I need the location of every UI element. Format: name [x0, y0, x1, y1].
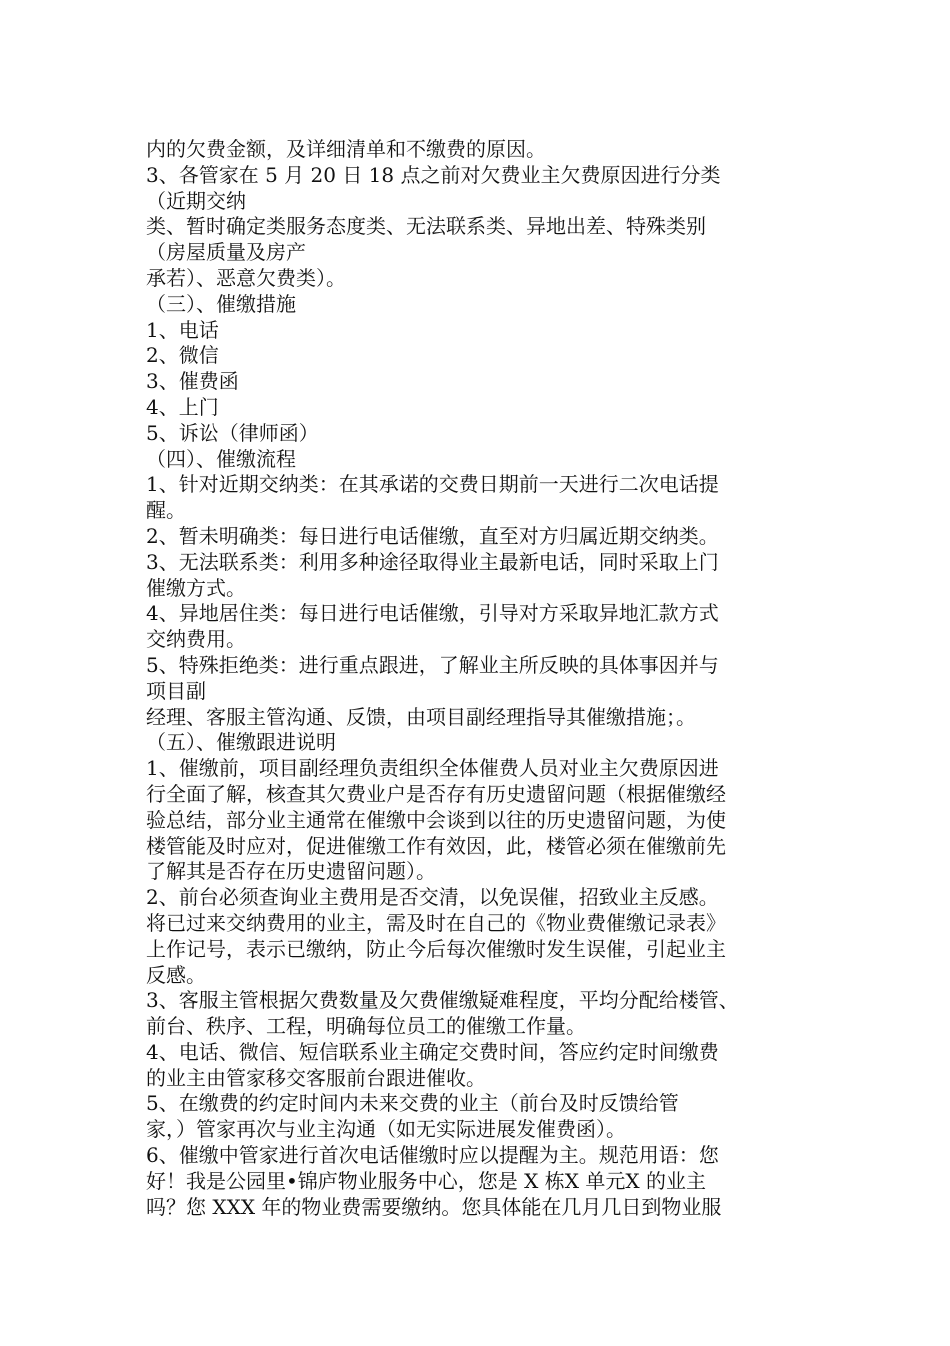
text-line: 6、催缴中管家进行首次电话催缴时应以提醒为主。规范用语：您: [146, 1143, 719, 1168]
text-line: 了解其是否存在历史遗留问题）。: [146, 859, 436, 884]
text-line: 醒。: [146, 498, 186, 523]
text-line: （三）、催缴措施: [146, 291, 296, 316]
text-line: 内的欠费金额，及详细清单和不缴费的原因。: [146, 137, 546, 161]
text-line: 1、催缴前，项目副经理负责组织全体催费人员对业主欠费原因进: [146, 756, 719, 781]
text-line: 楼管能及时应对，促进催缴工作有效因，此，楼管必须在催缴前先: [146, 833, 726, 858]
text-line: 类、暂时确定类服务态度类、无法联系类、异地出差、特殊类别: [146, 214, 706, 239]
text-line: 吗？您 XXX 年的物业费需要缴纳。您具体能在几月几日到物业服: [146, 1194, 722, 1219]
text-line: 行全面了解，核查其欠费业户是否存有历史遗留问题（根据催缴经: [146, 781, 726, 806]
text-line: 经理、客服主管沟通、反馈，由项目副经理指导其催缴措施；。: [146, 704, 696, 729]
text-line: 好！我是公园里•锦庐物业服务中心，您是 X 栋X 单元X 的业主: [146, 1168, 706, 1193]
text-line: 验总结，部分业主通常在催缴中会谈到以往的历史遗留问题，为使: [146, 807, 726, 832]
text-line: 1、电话: [146, 317, 219, 342]
text-line: 交纳费用。: [146, 627, 246, 652]
text-line: 5、诉讼（律师函）: [146, 420, 319, 445]
text-line: 5、特殊拒绝类：进行重点跟进，了解业主所反映的具体事因并与: [146, 652, 719, 677]
text-line: 3、催费函: [146, 369, 239, 394]
text-line: 1、针对近期交纳类：在其承诺的交费日期前一天进行二次电话提: [146, 472, 719, 497]
text-line: （五）、催缴跟进说明: [146, 730, 336, 755]
text-line: 2、暂未明确类：每日进行电话催缴，直至对方归属近期交纳类。: [146, 523, 719, 548]
text-line: 项目副: [146, 678, 206, 703]
text-line: 4、电话、微信、短信联系业主确定交费时间，答应约定时间缴费: [146, 1039, 719, 1064]
text-line: 承若）、恶意欠费类）。: [146, 265, 346, 290]
text-line: 将已过来交纳费用的业主，需及时在自己的《物业费催缴记录表》: [146, 910, 726, 935]
text-line: 3、无法联系类：利用多种途径取得业主最新电话，同时采取上门: [146, 549, 719, 574]
text-line: 5、在缴费的约定时间内未来交费的业主（前台及时反馈给管: [146, 1091, 679, 1116]
text-line: 4、上门: [146, 394, 219, 419]
text-line: 前台、秩序、工程，明确每位员工的催缴工作量。: [146, 1014, 586, 1039]
text-line: （近期交纳: [146, 188, 246, 213]
text-line: （房屋质量及房产: [146, 240, 306, 265]
text-line: 的业主由管家移交客服前台跟进催收。: [146, 1065, 486, 1090]
document-body: [146, 137, 806, 1220]
text-line: 反感。: [146, 962, 206, 987]
text-line: 家，）管家再次与业主沟通（如无实际进展发催费函）。: [146, 1117, 626, 1142]
text-line: 3、各管家在 5 月 20 日 18 点之前对欠费业主欠费原因进行分类: [146, 162, 721, 187]
text-line: 上作记号，表示已缴纳，防止今后每次催缴时发生误催，引起业主: [146, 936, 726, 961]
text-line: 2、前台必须查询业主费用是否交清，以免误催，招致业主反感。: [146, 885, 719, 910]
text-line: 4、异地居住类：每日进行电话催缴，引导对方采取异地汇款方式: [146, 601, 719, 626]
text-line: （四）、催缴流程: [146, 446, 296, 471]
text-line: 2、微信: [146, 343, 219, 368]
text-line: 催缴方式。: [146, 575, 246, 600]
text-line: 3、客服主管根据欠费数量及欠费催缴疑难程度，平均分配给楼管、: [146, 988, 739, 1013]
